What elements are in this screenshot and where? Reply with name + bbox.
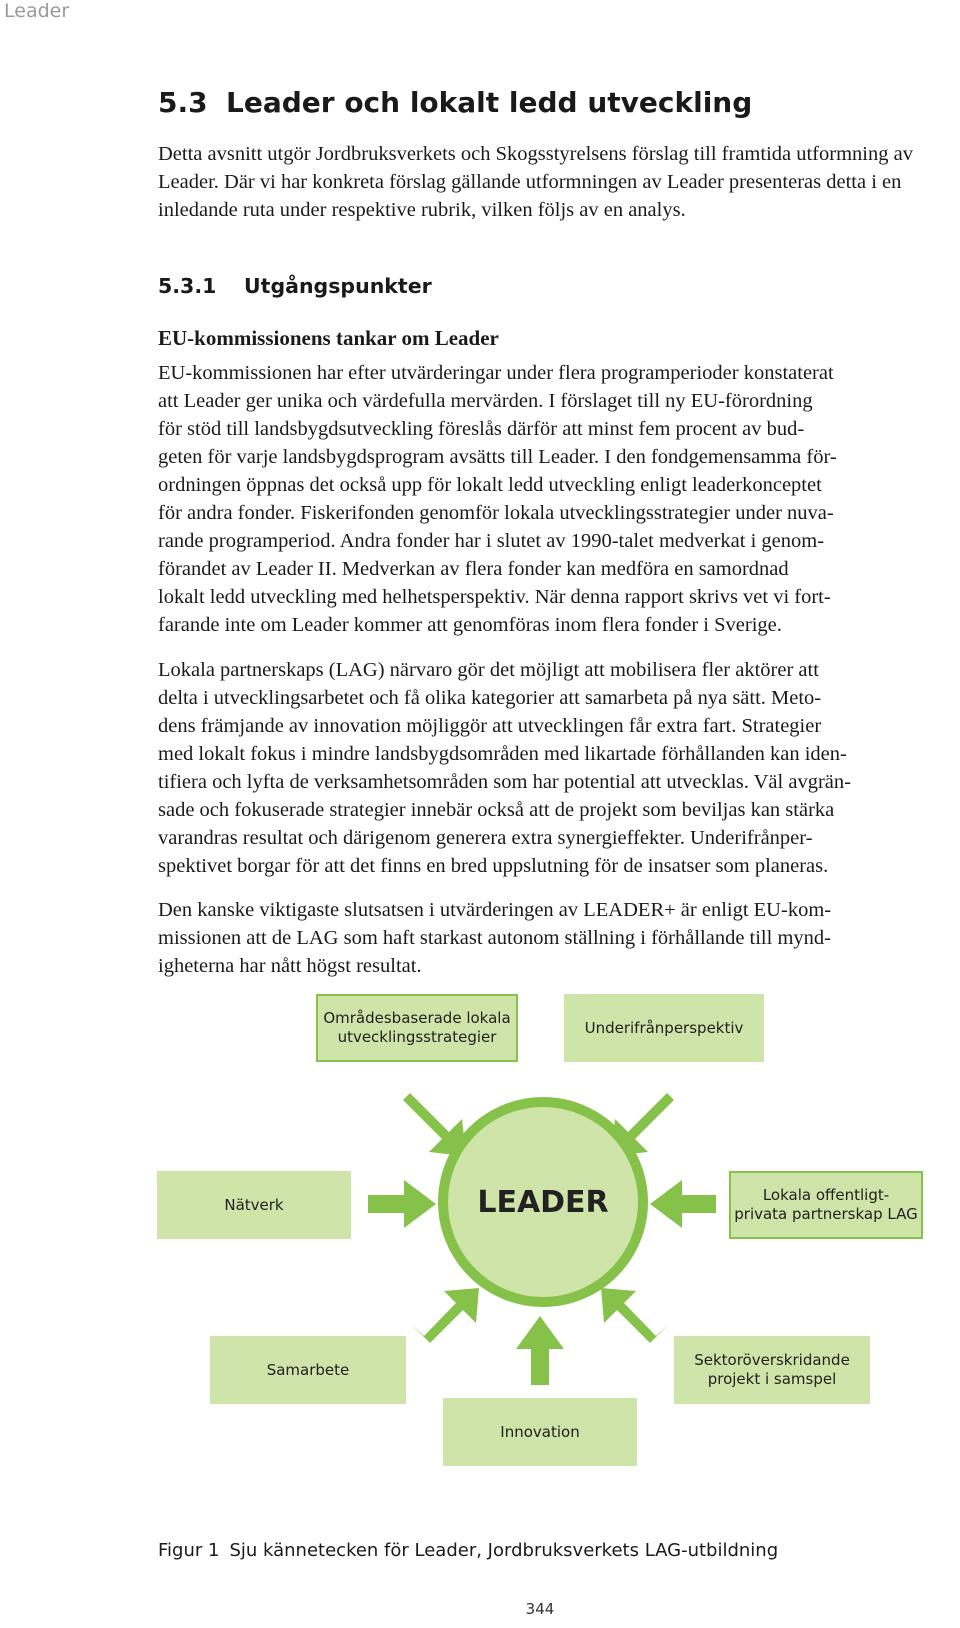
- paragraph-line: Lokala partnerskaps (LAG) närvaro gör det möjligt att mobilisera fler aktörer att: [158, 659, 819, 681]
- paragraph-line: EU-kommissionen har efter utvärderingar under flera programperioder konstaterat: [158, 362, 834, 384]
- running-head: Leader: [4, 0, 70, 22]
- paragraph-1: [158, 359, 837, 639]
- section-heading: [158, 86, 752, 119]
- box-label: projekt i samspel: [707, 1370, 837, 1388]
- arrow-right: [650, 1180, 716, 1228]
- leader-circle: [438, 1097, 648, 1307]
- box-label: Innovation: [500, 1422, 580, 1441]
- paragraph-line: att Leader ger unika och värdefulla mervärden. I förslaget till ny EU-förordning: [158, 390, 813, 412]
- subheading: EU-kommissionens tankar om Leader: [158, 326, 499, 350]
- box-label: Underifrånperspektiv: [584, 1018, 744, 1037]
- paragraph-line: missionen att de LAG som haft starkast autonom ställning i förhållande till mynd-: [158, 927, 831, 949]
- box-samarbete: [210, 1336, 406, 1404]
- arrow-bottom-right: [601, 1288, 669, 1343]
- paragraph-line: lokalt ledd utveckling med helhetsperspektiv. När denna rapport skrivs vet vi fort-: [158, 586, 831, 608]
- paragraph-line: tifiera och lyfta de verksamhetsområden som har potential att utvecklas. Väl avgrän-: [158, 771, 851, 793]
- leader-label: LEADER: [477, 1184, 609, 1220]
- box-omradesbaserade: [316, 994, 518, 1062]
- box-label: Områdesbaserade lokala: [323, 1009, 511, 1027]
- arrow-left: [368, 1180, 436, 1228]
- box-natverk: [157, 1171, 351, 1239]
- arrow-bottom: [516, 1316, 564, 1385]
- box-label: utvecklingsstrategier: [337, 1028, 497, 1046]
- paragraph-line: spektivet borgar för att det finns en bred uppslutning för de insatser som planeras.: [158, 855, 829, 877]
- subsection-number: 5.3.1: [158, 274, 217, 298]
- paragraph-line: rande programperiod. Andra fonder har i slutet av 1990-talet medverkat i genom-: [158, 530, 825, 552]
- figure-label: Figur 1: [158, 1540, 220, 1561]
- box-sektorsoverskridande: [674, 1336, 870, 1404]
- paragraph-line: Den kanske viktigaste slutsatsen i utvärderingen av LEADER+ är enligt EU-kom-: [158, 899, 832, 921]
- paragraph-2: [158, 656, 851, 880]
- paragraph-line: för stöd till landsbygdsutveckling föreslås därför att minst fem procent av bud-: [158, 418, 805, 440]
- paragraph-line: igheterna har nått högst resultat.: [158, 955, 422, 977]
- section-title: Leader och lokalt ledd utveckling: [226, 86, 753, 119]
- paragraph-line: geten för varje landsbygdsprogram avsätts till Leader. I den fondgemensamma för-: [158, 446, 837, 468]
- paragraph-line: farande inte om Leader kommer att genomföras inom flera fonder i Sverige.: [158, 614, 782, 636]
- paragraph-3: [158, 896, 831, 980]
- paragraph-line: förandet av Leader II. Medverkan av flera fonder kan medföra en samordnad: [158, 558, 789, 580]
- box-innovation: [443, 1398, 637, 1466]
- box-lokala-partnerskap: [729, 1171, 923, 1239]
- intro-paragraph: Detta avsnitt utgör Jordbruksverkets och Skogsstyrelsens förslag till framtida utformning av Leader. Där vi har konkreta förslag gällande utformningen av Leader presenteras detta i en inledande ruta under respektive rubrik, vilken följs av en analys.: [158, 143, 913, 221]
- arrow-bottom-left: [411, 1288, 479, 1343]
- paragraph-line: sade och fokuserade strategier innebär också att de projekt som beviljas kan stärka: [158, 799, 835, 821]
- paragraph-line: med lokalt fokus i mindre landsbygdsområden med likartade förhållanden kan iden-: [158, 743, 847, 765]
- paragraph-line: varandras resultat och därigenom generera extra synergieffekter. Underifrånper-: [158, 827, 813, 849]
- paragraph-line: för andra fonder. Fiskerifonden genomför lokala utvecklingsstrategier under nuva-: [158, 502, 834, 524]
- subsection-title: Utgångspunkter: [244, 274, 432, 298]
- box-label: Sektoröverskridande: [694, 1351, 850, 1369]
- box-label: Samarbete: [266, 1360, 350, 1379]
- paragraph-line: dens främjande av innovation möjliggör att utvecklingen får extra fart. Strategier: [158, 715, 822, 737]
- page-number: 344: [525, 1600, 555, 1618]
- box-label: Nätverk: [224, 1195, 284, 1214]
- figure-caption: [158, 1540, 778, 1561]
- paragraph-line: ordningen öppnas det också upp för lokalt ledd utveckling enligt leaderkonceptet: [158, 474, 822, 496]
- subsection-heading: [158, 274, 432, 298]
- box-label: Lokala offentligt-: [762, 1186, 890, 1204]
- paragraph-line: delta i utvecklingsarbetet och få olika kategorier att samarbeta på nya sätt. Meto-: [158, 687, 822, 709]
- figure-caption-text: Sju kännetecken för Leader, Jordbruksverkets LAG-utbildning: [229, 1540, 779, 1561]
- section-number: 5.3: [158, 86, 208, 119]
- box-underifran: [564, 994, 764, 1062]
- box-label: privata partnerskap LAG: [734, 1205, 918, 1223]
